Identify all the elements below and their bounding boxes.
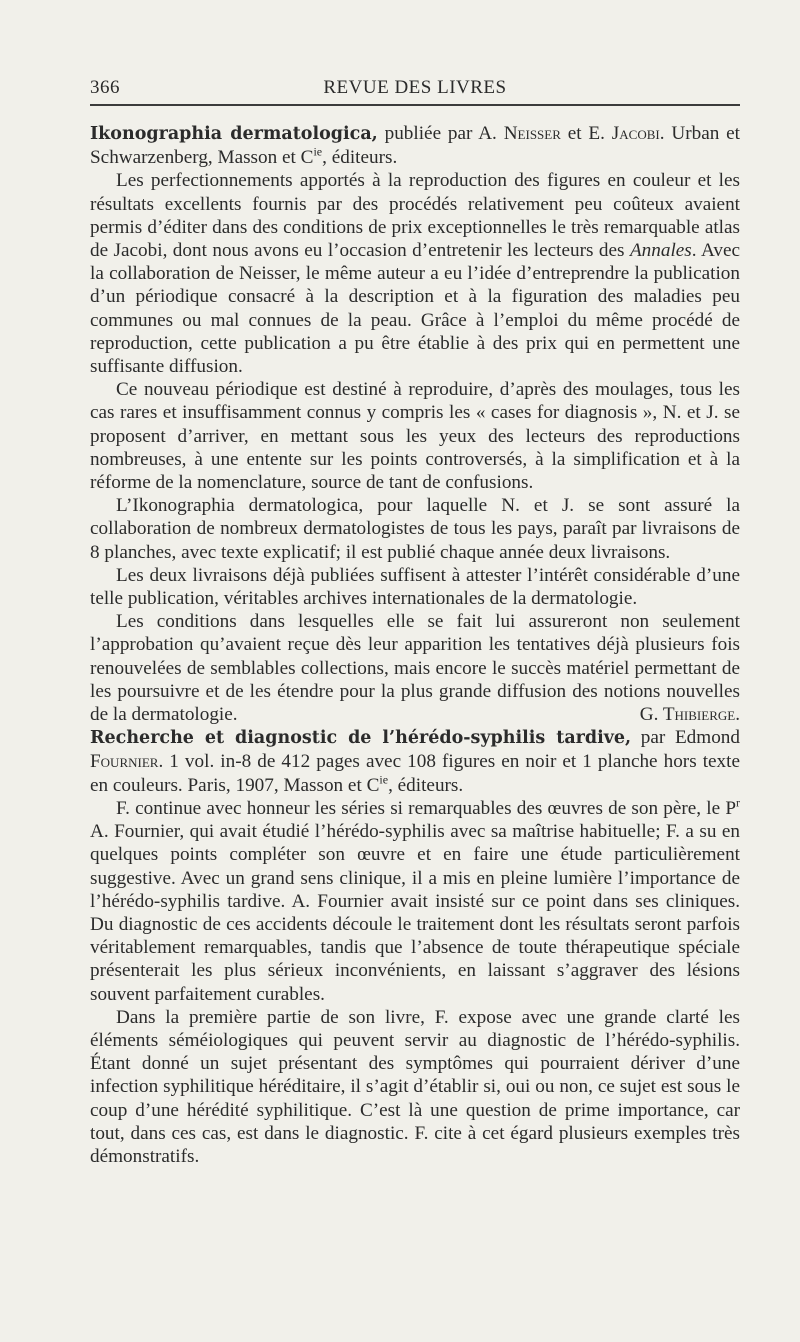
review-1-pub-text: , éditeurs. (322, 147, 398, 169)
text-run: Les conditions dans lesquelles elle se fait lui assureront non seulement l’approbation qu’avaient reçue dès leur apparition les tentatives déjà plusieurs fois renouvelées de semblables collections, mais encore le succès matériel permettant de les poursuivre et de les étendre pour la plus grande diffusion des notions nouvelles de la dermatologie. (90, 611, 740, 726)
review-2-paragraph-2: Dans la première partie de son livre, F. expose avec une grande clarté les éléments séméiologiques qui peuvent servir au diagnostic de l’hérédo-syphilis. Étant donné un sujet présentant des symptômes qui pourraient dériver d’une infection syphilitique héréditaire, il s’agit d’établir si, oui ou non, ce sujet est sous le coup d’une hérédité syphilitique. C’est là une question de prime importance, car tout, dans ces cas, est dans le diagnostic. F. cite à cet égard plusieurs exemples très démonstratifs. (90, 1006, 740, 1167)
superscript: ie (313, 144, 323, 159)
review-2-pub-text: , éditeurs. (388, 774, 464, 796)
text-run: Les perfectionnements apportés à la reproduction des figures en couleur et les résultats excellents fournis par des procédés relativement peu coûteux avaient permis d’éditer dans des conditions de prix exceptionnelles le très remarquable atlas de Jacobi, dont nous avons eu l’occasion d’entretenir les lecteurs des (90, 170, 740, 262)
review-1-paragraph-5 (90, 610, 740, 726)
review-1-paragraph-2: Ce nouveau périodique est destiné à reproduire, d’après des moulages, tous les cas rares et insuffisamment connus y compris les « cases for diagnosis », N. et J. se proposent d’arriver, en mettant sous les yeux des lecteurs des reproductions nombreuses, à une entente sur les points controversés, à la simplification et à la réforme de la nomenclature, source de tant de confusions. (90, 379, 740, 494)
review-1-publisher: . Urban et Schwarzenberg, Masson et C (90, 123, 740, 169)
text-run: A. Fournier, qui avait étudié l’hérédo-syphilis avec sa maîtrise habituelle; F. a su en quelques points compléter son œuvre et en faire une étude particulièrement suggestive. Avec un grand sens clinique, il a mis en pleine lumière l’importance de l’hérédo-syphilis tardive. A. Fournier avait insisté sur ce point dans ses cliniques. Du diagnostic de ces accidents découle le traitement dont les résultats seront parfois véritablement remarquables, tandis que l’absence de toute thérapeutique spéciale présenterait les plus sérieux inconvénients, en laissant s’aggraver des lésions souvent parfaitement curables. (90, 821, 740, 1005)
review-2-publisher: . 1 vol. in-8 de 412 pages avec 108 figures en noir et 1 planche hors texte en couleurs. Paris, 1907, Masson et C (90, 751, 740, 796)
text-run: . Avec la collaboration de Neisser, le même auteur a eu l’idée d’entreprendre la publication d’un périodique consacré à la description et à la figuration des maladies peu communes ou mal connues de la peau. Grâce à l’emploi du même procédé de reproduction, cette publication a pu être établie à des prix qui en permettent une suffisante diffusion. (90, 240, 741, 378)
review-1-paragraph-3: L’Ikonographia dermatologica, pour laquelle N. et J. se sont assuré la collaboration de nombreux dermatologistes de tous les pays, paraît par livraisons de 8 planches, avec texte explicatif; il est publié chaque année deux livraisons. (90, 495, 740, 563)
superscript: ie (379, 772, 389, 787)
review-1-signature: G. Thibierge. (639, 704, 740, 726)
book-page (90, 72, 740, 1168)
journal-name: Annales (629, 240, 692, 262)
review-1-heading (90, 122, 740, 169)
review-2-pub-text: par Edmond (631, 727, 740, 749)
review-2-author: Fournier (90, 751, 159, 773)
review-2-heading (90, 726, 740, 797)
review-1-pub-text: publiée par A. (377, 123, 504, 144)
header-title: REVUE DES LIVRES (323, 77, 507, 98)
header-rule (90, 104, 740, 106)
text-run: F. continue avec honneur les séries si remarquables des œuvres de son père, le P (116, 797, 736, 819)
review-1-book-title: Ikonographia dermatologica, (90, 124, 378, 144)
review-1-paragraph-4: Les deux livraisons déjà publiées suffisent à attester l’intérêt considérable d’une telle publication, véritables archives internationales de la dermatologie. (90, 564, 740, 610)
page-text (90, 122, 740, 1168)
review-2-book-title: Recherche et diagnostic de l’hérédo-syphilis tardive, (90, 728, 632, 749)
page-number: 366 (90, 77, 120, 98)
superscript: r (736, 795, 740, 810)
review-1-author-2: Jacobi (611, 123, 660, 144)
running-header (90, 72, 740, 104)
review-1-author-1: Neisser (503, 123, 561, 144)
review-1-pub-text: et E. (560, 123, 612, 144)
review-2-paragraph-1 (90, 797, 740, 1006)
review-1-paragraph-1 (90, 169, 740, 378)
